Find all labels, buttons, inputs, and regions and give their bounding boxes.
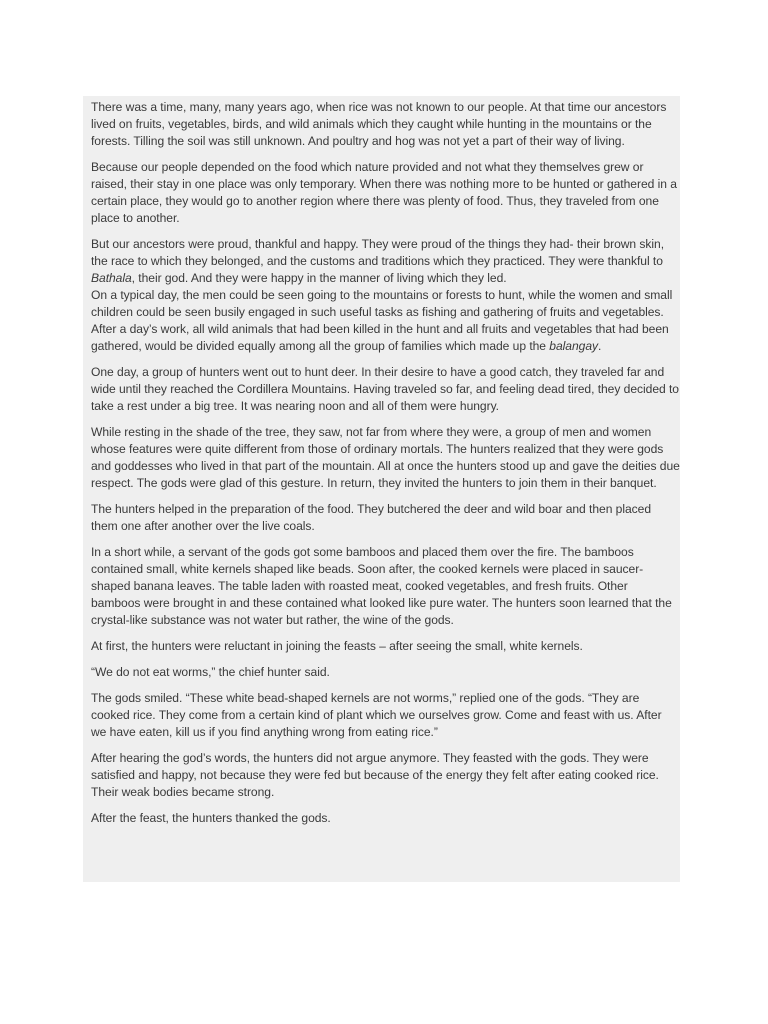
paragraph-8: In a short while, a servant of the gods got some bamboos and placed them over the fire. The bamboos contained small, white kernels shaped like beads. Soon after, the cooked kernels were placed in saucer-shaped banana leaves. The table laden with roasted meat, cooked vegetables, and fresh fruits. Other bamboos were brought in and these contained what looked like pure water. The hunters soon learned that the crystal-like substance was not water but rather, the wine of the gods. [91,545,672,627]
paragraph-4: On a typical day, the men could be seen going to the mountains or forests to hunt, while the women and small children could be seen busily engaged in such useful tasks as fishing and gathering of fruits and vegetables. After a day’s work, all wild animals that had been killed in the hunt and all fruits and vegetables that had been gathered, would be divided equally among all the group of families which made up the balangay. [91,288,673,353]
paragraph-13: After the feast, the hunters thanked the gods. [91,811,331,825]
paragraph-12: After hearing the god’s words, the hunters did not argue anymore. They feasted with the gods. They were satisfied and happy, not because they were fed but because of the energy they felt after eating cooked rice. Their weak bodies became strong. [91,751,659,799]
paragraph-6: While resting in the shade of the tree, they saw, not far from where they were, a group of men and women whose features were quite different from those of ordinary mortals. The hunters realized that they were gods and goddesses who lived in that part of the mountain. All at once the hunters stood up and gave the deities due respect. The gods were glad of this gesture. In return, they invited the hunters to join them in their banquet. [91,425,680,490]
paragraph-11: The gods smiled. “These white bead-shaped kernels are not worms,” replied one of the gods. “They are cooked rice. They come from a certain kind of plant which we ourselves grow. Come and feast with us. After we have eaten, kill us if you find anything wrong from eating rice.” [91,691,662,739]
paragraph-9: At first, the hunters were reluctant in joining the feasts – after seeing the small, white kernels. [91,639,583,653]
story-text-block [83,96,680,882]
paragraph-1: There was a time, many, many years ago, when rice was not known to our people. At that time our ancestors lived on fruits, vegetables, birds, and wild animals which they caught while hunting in the mountains or the forests. Tilling the soil was still unknown. And poultry and hog was not yet a part of their way of living. [91,100,667,148]
paragraph-5: One day, a group of hunters went out to hunt deer. In their desire to have a good catch, they traveled far and wide until they reached the Cordillera Mountains. Having traveled so far, and feeling dead tired, they decided to take a rest under a big tree. It was nearing noon and all of them were hungry. [91,365,679,413]
paragraph-3: But our ancestors were proud, thankful and happy. They were proud of the things they had- their brown skin, the race to which they belonged, and the customs and traditions which they practiced. They were thankful to Bathala, their god. And they were happy in the manner of living which they led. [91,237,665,285]
balangay-term: balangay [549,339,598,353]
paragraph-2: Because our people depended on the food which nature provided and not what they themselves grew or raised, their stay in one place was only temporary. When there was nothing more to be hunted or gathered in a certain place, they would go to another region where there was plenty of food. Thus, they traveled from one place to another. [91,160,677,225]
paragraph-10: “We do not eat worms,” the chief hunter said. [91,665,330,679]
paragraph-7: The hunters helped in the preparation of the food. They butchered the deer and wild boar and then placed them one after another over the live coals. [91,502,652,533]
bathala-term: Bathala [91,271,132,285]
